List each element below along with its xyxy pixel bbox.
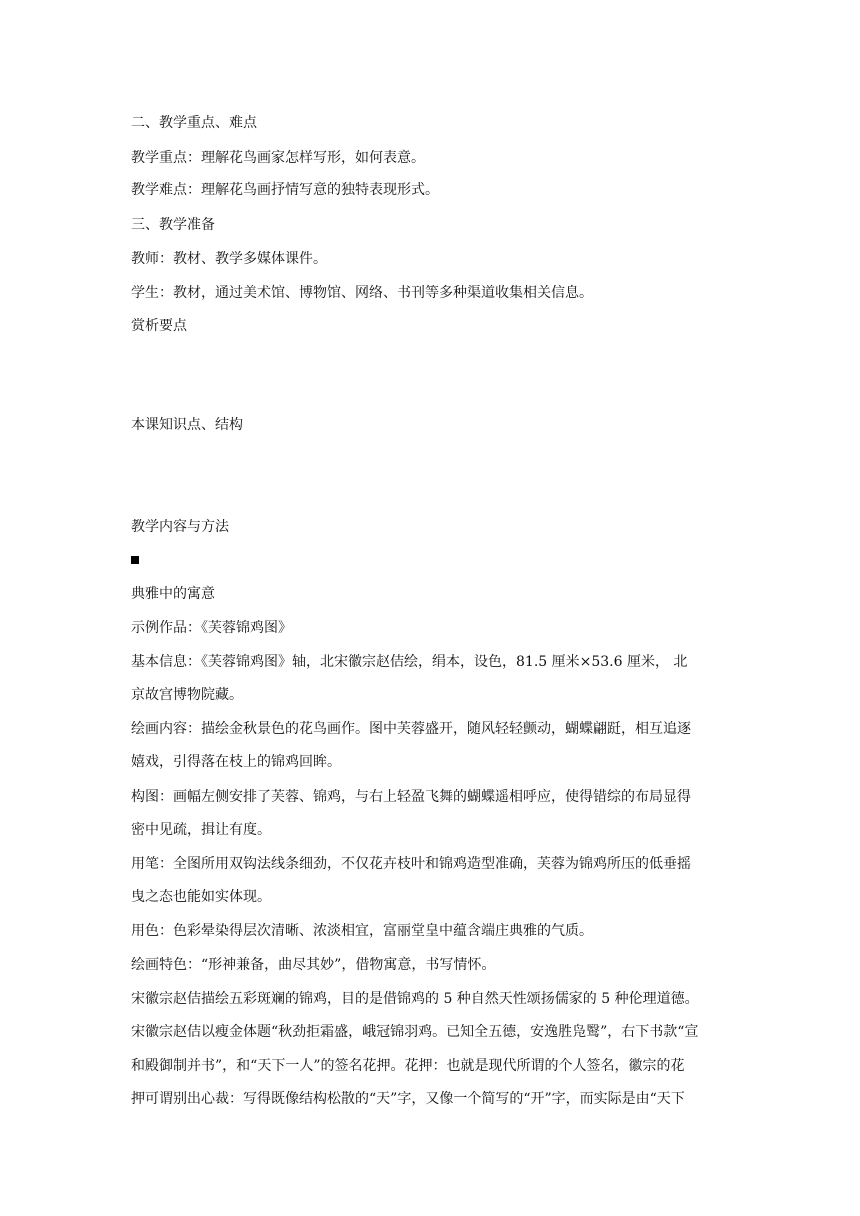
basic-info-line-2: 京故宫博物院藏。 xyxy=(131,687,243,703)
topic-title: 典雅中的寓意 xyxy=(131,586,215,602)
brushwork-line-1: 用笔：全图所用双钩法线条细劲，不仅花卉枝叶和锦鸡造型准确，芙蓉为锦鸡所压的低垂摇 xyxy=(131,856,691,872)
content-line-1: 绘画内容：描绘金秋景色的花鸟画作。图中芙蓉盛开，随风轻轻颤动，蝴蝶翩跹，相互追逐 xyxy=(131,721,691,737)
composition-line-2: 密中见疏，揖让有度。 xyxy=(131,822,271,838)
composition-line-1: 构图：画幅左侧安排了芙蓉、锦鸡，与右上轻盈飞舞的蝴蝶遥相呼应，使得错综的布局显得 xyxy=(131,789,691,805)
meaning-line-1: 宋徽宗赵佶描绘五彩斑斓的锦鸡，目的是借锦鸡的 5 种自然天性颂扬儒家的 5 种伦理道德。 xyxy=(131,991,699,1007)
student-preparation: 学生：教材，通过美术馆、博物馆、网络、书刊等多种渠道收集相关信息。 xyxy=(131,285,593,301)
appreciation-points-label: 赏析要点 xyxy=(131,318,187,334)
meaning-line-3: 和殿御制并书”，和“天下一人”的签名花押。花押：也就是现代所谓的个人签名，徽宗的花 xyxy=(131,1058,685,1074)
basic-info-line-1: 基本信息：《芙蓉锦鸡图》轴，北宋徽宗赵佶绘，绢本，设色，81.5 厘米×53.6 厘米， 北 xyxy=(131,654,688,670)
teaching-focus: 教学重点：理解花鸟画家怎样写形，如何表意。 xyxy=(131,150,425,166)
painting-features: 绘画特色：“形神兼备，曲尽其妙”，借物寓意，书写情怀。 xyxy=(131,957,496,973)
bullet-square-icon xyxy=(131,556,139,564)
teaching-difficulty: 教学难点：理解花鸟画抒情写意的独特表现形式。 xyxy=(131,182,439,198)
color-usage: 用色：色彩晕染得层次清晰、浓淡相宜，富丽堂皇中蕴含端庄典雅的气质。 xyxy=(131,923,593,939)
content-method-label: 教学内容与方法 xyxy=(131,519,229,535)
meaning-line-2: 宋徽宗赵佶以瘦金体题“秋劲拒霜盛，峨冠锦羽鸡。已知全五德，安逸胜凫鹥”，右下书款“宣 xyxy=(131,1024,699,1040)
section-heading-preparation: 三、教学准备 xyxy=(131,217,215,233)
teacher-preparation: 教师：教材、教学多媒体课件。 xyxy=(131,251,327,267)
example-work: 示例作品：《芙蓉锦鸡图》 xyxy=(131,620,292,636)
section-heading-focus: 二、教学重点、难点 xyxy=(131,115,257,131)
knowledge-structure-label: 本课知识点、结构 xyxy=(131,417,243,433)
brushwork-line-2: 曳之态也能如实体现。 xyxy=(131,889,271,905)
meaning-line-4: 押可谓别出心裁：写得既像结构松散的“天”字，又像一个简写的“开”字，而实际是由“天下 xyxy=(131,1091,685,1107)
content-line-2: 嬉戏，引得落在枝上的锦鸡回眸。 xyxy=(131,754,341,770)
